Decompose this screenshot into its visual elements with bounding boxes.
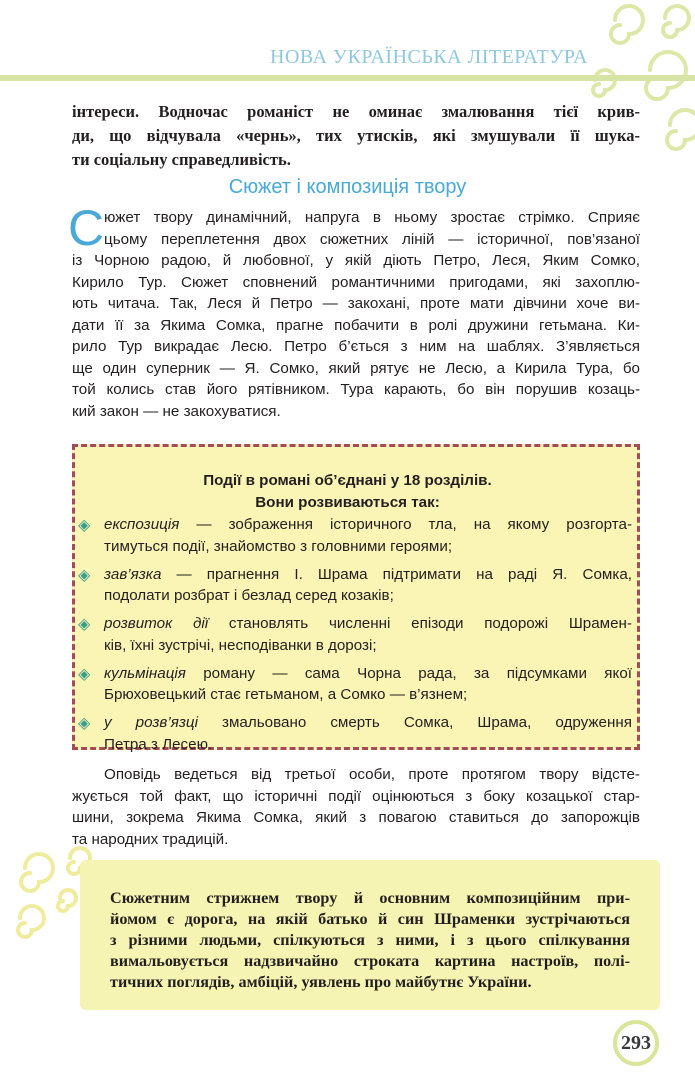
header-rule [0, 75, 695, 81]
diamond-icon: ◈ [78, 665, 91, 683]
note-line: вимальовується надзвичайно строката картина настроїв, полі- [110, 952, 630, 970]
key-point-text [110, 888, 630, 993]
term: зав’язка [104, 565, 162, 583]
note-line: Сюжетним стрижнем твору й основним композиційним при- [110, 889, 630, 907]
drop-cap: С [68, 200, 105, 256]
item-text: ків, їхні зустрічі, несподіванки в дорозі; [104, 636, 377, 654]
narration-line: шини, зокрема Якима Сомка, який з повагою ставиться до запорожців [72, 809, 640, 826]
item-text: — прагнення І. Шрама підтримати на раді Я. Сомка, [161, 565, 632, 583]
plot-line: цьому переплетення двох сюжетних ліній — історичної, пов’язаної [104, 230, 640, 248]
narration-line: жується той факт, що історичні події оцінюються з боку козацької стар- [72, 787, 640, 805]
intro-line: ти соціальну справедливість. [72, 150, 291, 169]
item-text: — зображення історичного тла, на якому розгорта- [179, 516, 632, 533]
item-text: роману — сама Чорна рада, за підсумками якої [185, 664, 632, 682]
box-title [0, 470, 695, 513]
term: кульмінація [104, 664, 186, 682]
list-item [78, 514, 632, 557]
intro-line: ди, що відчувала «чернь», тих утисків, які змушували її шука- [72, 126, 640, 145]
intro-paragraph [72, 100, 640, 172]
list-item [78, 564, 632, 607]
list-item [78, 663, 632, 706]
note-line: йомом є дорога, на якій батько й син Шраменки зустрічаються [110, 910, 630, 928]
item-text: Брюховецький стає гетьманом, а Сомко — в’язнем; [104, 686, 468, 703]
intro-line: інтереси. Водночас романіст не оминає змалювання тієї крив- [72, 102, 640, 121]
diamond-icon: ◈ [78, 715, 91, 732]
item-text: становлять численні епізоди подорожі Шрамен- [208, 615, 632, 632]
item-text: подолати розбрат і безлад серед козаків; [104, 587, 394, 604]
diamond-icon: ◈ [78, 517, 91, 534]
term: експозиція [104, 516, 180, 533]
list-item [78, 712, 632, 755]
plot-line: кий закон — не закохуватися. [72, 402, 281, 420]
term: розвиток дії [104, 615, 209, 632]
plot-line: із Чорною радою, й любовної, у якій діють Петро, Леся, Яким Сомко, [72, 252, 640, 269]
plot-paragraph [72, 207, 640, 422]
box-title-line: Вони розвиваються так: [255, 493, 440, 511]
note-line: з різними людьми, спілкуються з ними, і з цього спілкування [110, 931, 630, 949]
note-line: тичних поглядів, амбіцій, уявлень про майбутнє України. [110, 973, 532, 991]
term: у розв’язці [104, 714, 198, 731]
diamond-icon: ◈ [78, 566, 91, 584]
list-item [78, 613, 632, 656]
plot-line: дати її за Якима Сомка, прагне побачити в ролі дружини гетьмана. Ки- [72, 316, 640, 334]
box-title-line: Події в романі об’єднані у 18 розділів. [203, 472, 492, 489]
narration-line: Оповідь ведеться від третьої особи, проте протягом твору відсте- [104, 766, 640, 783]
section-heading: Сюжет і композиція твору [228, 176, 467, 198]
item-text: змальовано смерть Сомка, Шрама, одруження [197, 714, 632, 731]
narration-line: та народних традицій. [72, 830, 229, 848]
plot-line: ють читача. Так, Леся й Петро — закохані, проте мати дівчини хоче ви- [72, 295, 640, 312]
page-number: 293 [613, 1020, 659, 1066]
item-text: Петра з Лесею. [104, 735, 213, 753]
plot-line: Кирило Тур. Сюжет сповнений романтичними пригодами, які захоплю- [72, 273, 640, 291]
narration-paragraph [72, 764, 640, 850]
structure-list [78, 514, 632, 762]
plot-line: рило Тур викрадає Лесю. Петро б’ється з ним на шаблях. З’являється [72, 338, 640, 355]
item-text: тимуться події, знайомство з головними героями; [104, 537, 453, 555]
running-header: НОВА УКРАЇНСЬКА ЛІТЕРАТУРА [270, 46, 588, 68]
plot-line: южет твору динамічний, напруга в ньому зростає стрімко. Сприяє [104, 209, 640, 226]
plot-line: той колись став його рятівником. Тура карають, бо він порушив козаць- [72, 381, 640, 398]
plot-line: ще один суперник — Я. Сомко, який рятує не Лесю, а Кирила Тура, бо [72, 359, 640, 377]
diamond-icon: ◈ [78, 616, 91, 633]
